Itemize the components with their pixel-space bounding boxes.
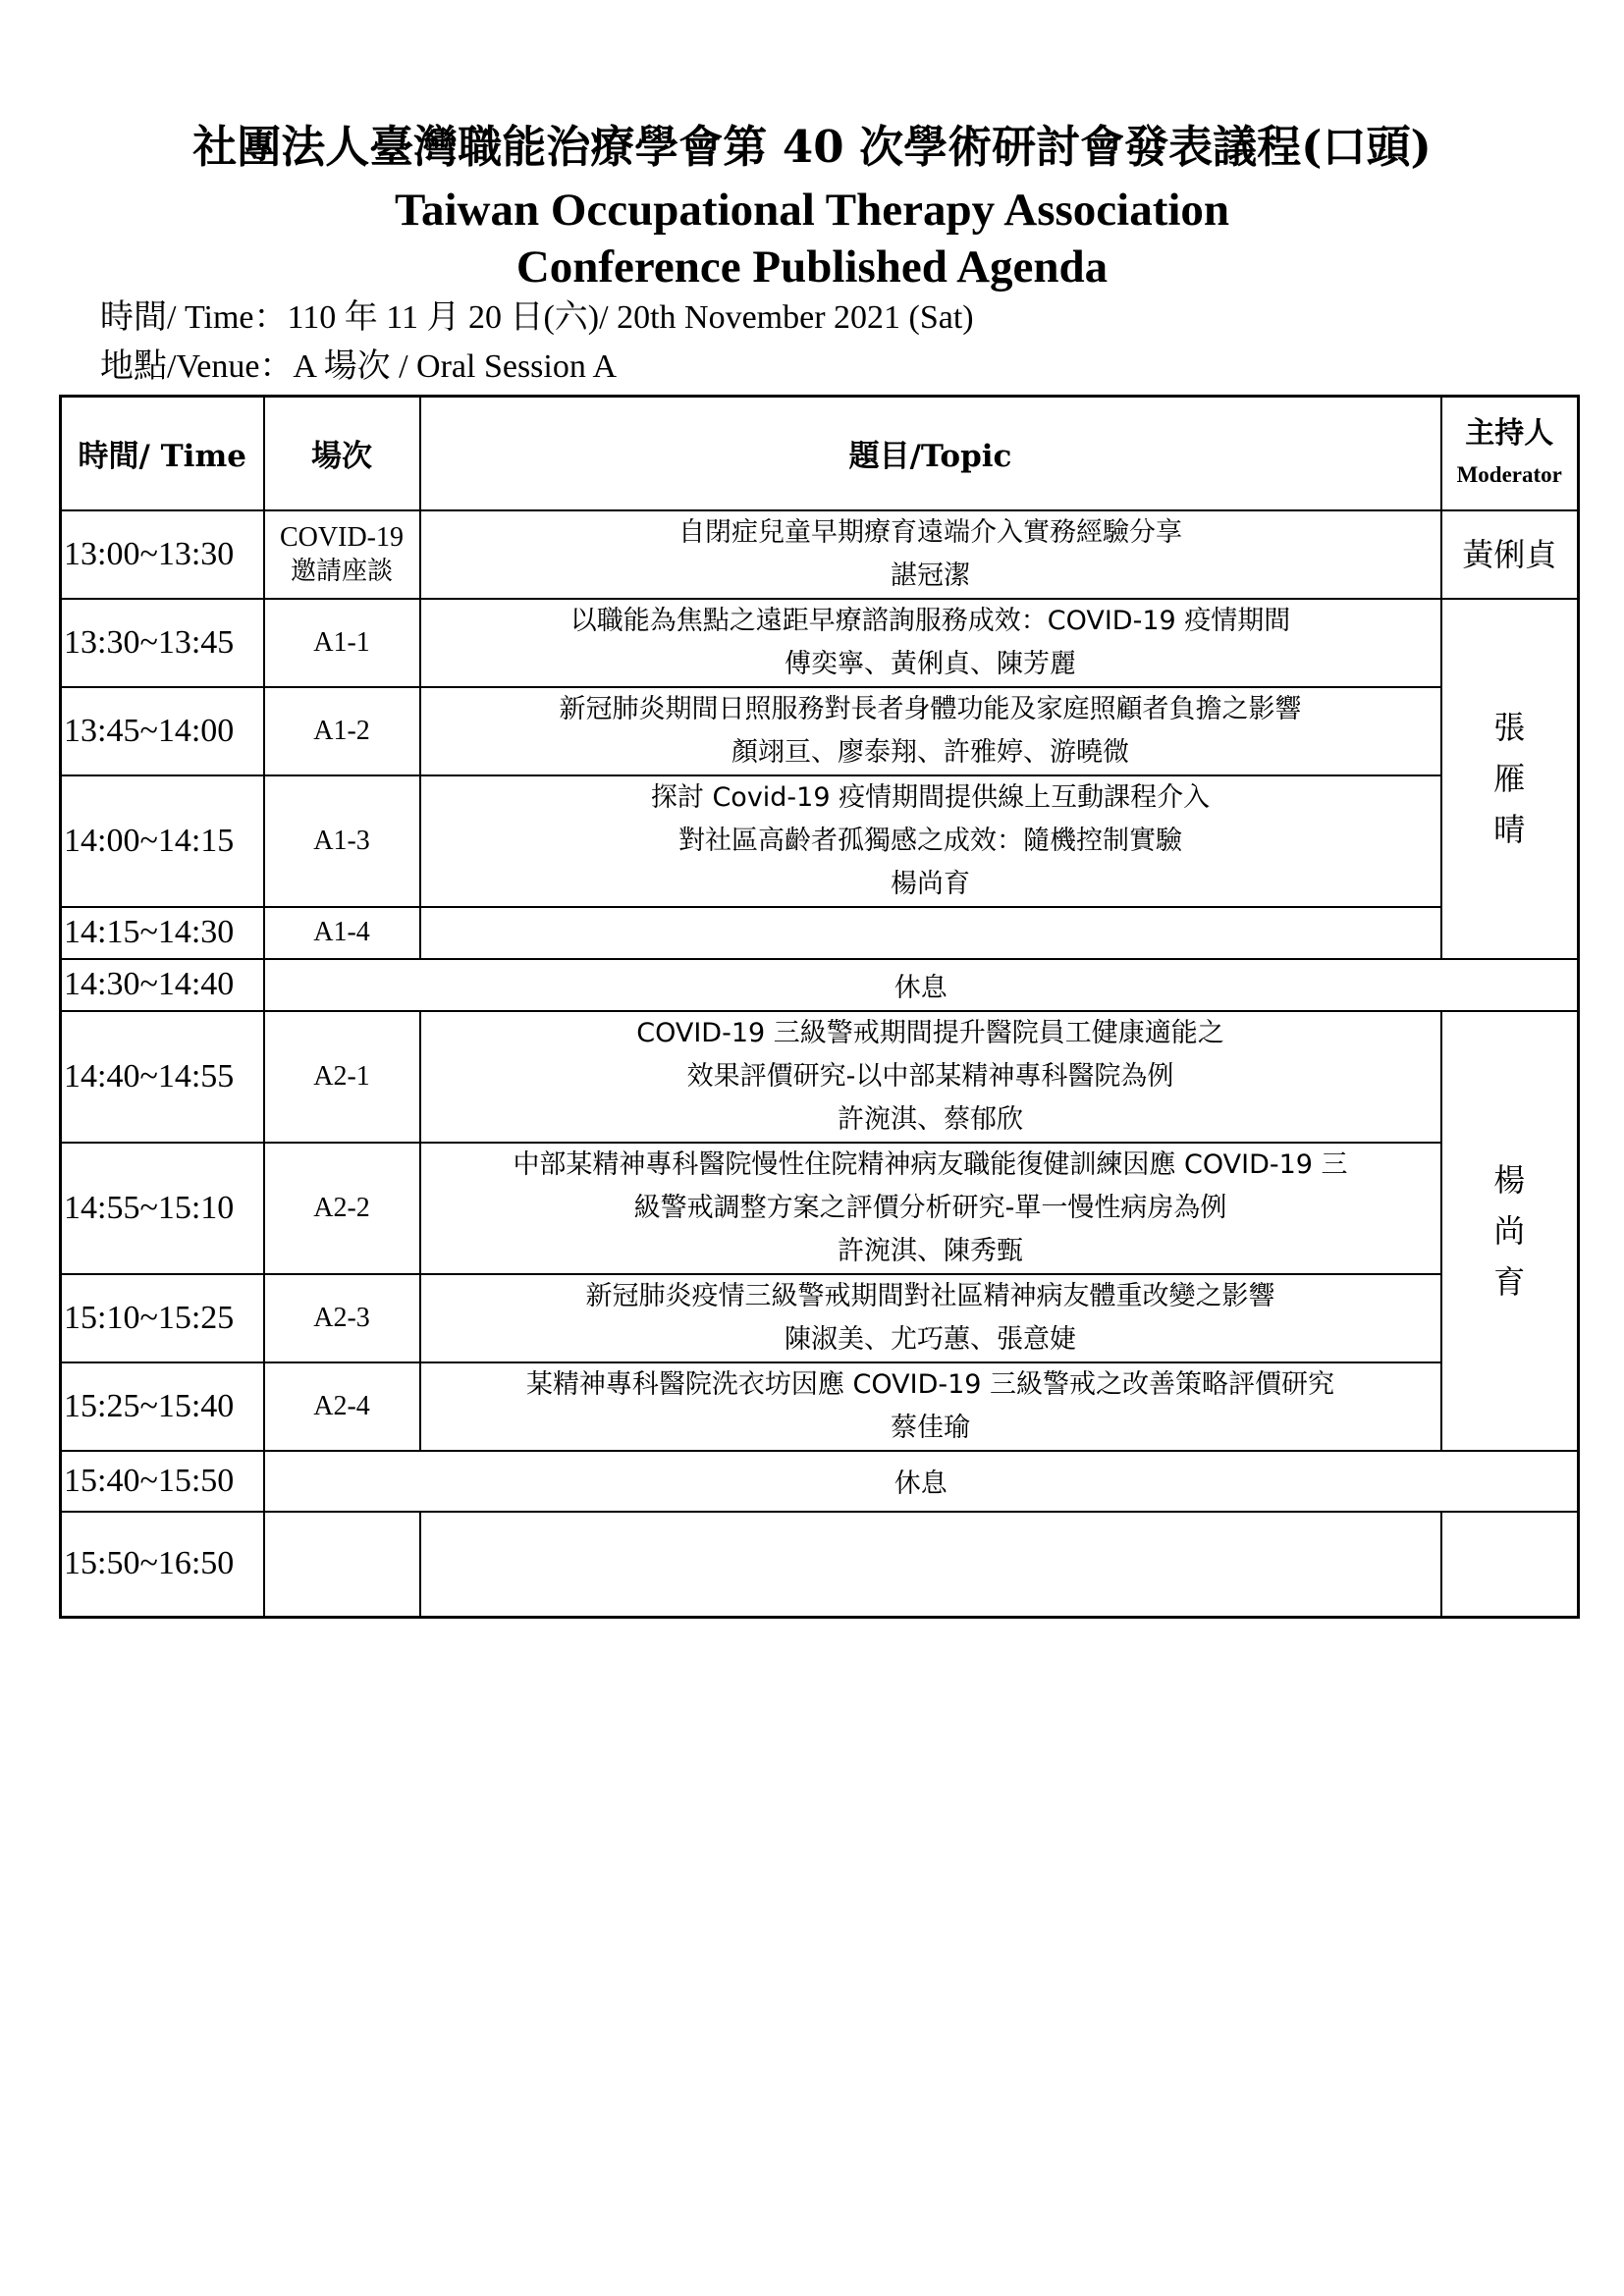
- agenda-title-en-line1: Taiwan Occupational Therapy Association: [394, 185, 1230, 236]
- table-row-break: [61, 959, 1579, 1011]
- table-row-break: [61, 1451, 1579, 1512]
- agenda-title-en-line2: Conference Published Agenda: [515, 241, 1109, 293]
- row-session: A2-4: [264, 1362, 420, 1451]
- row-time: 14:40~14:55: [61, 1011, 264, 1143]
- row-topic: [420, 1512, 1441, 1618]
- table-header-row: [61, 397, 1579, 510]
- row-topic: 以職能為焦點之遠距早療諮詢服務成效：COVID-19 疫情期間 傅奕寧、黃俐貞、陳芳麗: [420, 599, 1441, 687]
- conference-time: 時間/ Time：110 年 11 月 20 日(六)/ 20th November 2021 (Sat): [100, 299, 974, 336]
- row-moderator: [1441, 1512, 1579, 1618]
- table-row: [61, 1011, 1579, 1143]
- row-time: 14:55~15:10: [61, 1143, 264, 1274]
- row-topic: 自閉症兒童早期療育遠端介入實務經驗分享 諶冠潔: [420, 510, 1441, 599]
- row-session: COVID-19 邀請座談: [264, 510, 420, 599]
- table-row: [61, 775, 1579, 907]
- row-time: 15:10~15:25: [61, 1274, 264, 1362]
- table-row: [61, 907, 1579, 959]
- row-moderator: 黃俐貞: [1441, 510, 1579, 599]
- row-time: 15:50~16:50: [61, 1512, 264, 1618]
- row-topic: 新冠肺炎期間日照服務對長者身體功能及家庭照顧者負擔之影響 顏翊亘、廖泰翔、許雅婷、游曉微: [420, 687, 1441, 775]
- row-session: A1-3: [264, 775, 420, 907]
- row-topic: COVID-19 三級警戒期間提升醫院員工健康適能之 效果評價研究-以中部某精神專科醫院為例 許涴淇、蔡郁欣: [420, 1011, 1441, 1143]
- conference-venue: 地點/Venue：A 場次 / Oral Session A: [100, 348, 618, 385]
- break-label: 休息: [264, 959, 1579, 1011]
- break-label: 休息: [264, 1451, 1579, 1512]
- table-row: [61, 1512, 1579, 1618]
- row-topic: 某精神專科醫院洗衣坊因應 COVID-19 三級警戒之改善策略評價研究 蔡佳瑜: [420, 1362, 1441, 1451]
- row-session: A2-1: [264, 1011, 420, 1143]
- row-topic: 新冠肺炎疫情三級警戒期間對社區精神病友體重改變之影響 陳淑美、尤巧蕙、張意婕: [420, 1274, 1441, 1362]
- table-row: [61, 1274, 1579, 1362]
- row-session: A2-3: [264, 1274, 420, 1362]
- moderator-block-1: 張 雁 晴: [1441, 599, 1579, 959]
- row-time: 13:45~14:00: [61, 687, 264, 775]
- table-row: [61, 687, 1579, 775]
- table-row: [61, 1143, 1579, 1274]
- row-topic: [420, 907, 1441, 959]
- table-row: [61, 1362, 1579, 1451]
- row-time: 14:00~14:15: [61, 775, 264, 907]
- row-time: 14:15~14:30: [61, 907, 264, 959]
- table-row: [61, 510, 1579, 599]
- row-topic: 中部某精神專科醫院慢性住院精神病友職能復健訓練因應 COVID-19 三 級警戒調整方案之評價分析研究-單一慢性病房為例 許涴淇、陳秀甄: [420, 1143, 1441, 1274]
- row-session: A1-4: [264, 907, 420, 959]
- row-time: 13:30~13:45: [61, 599, 264, 687]
- agenda-title-zh: 社團法人臺灣職能治療學會第 40 次學術研討會發表議程(口頭): [192, 121, 1432, 173]
- row-time: 14:30~14:40: [61, 959, 264, 1011]
- header-session: 場次: [264, 397, 420, 510]
- row-session: A1-1: [264, 599, 420, 687]
- row-time: 15:40~15:50: [61, 1451, 264, 1512]
- moderator-block-2: 楊 尚 育: [1441, 1011, 1579, 1451]
- row-session: [264, 1512, 420, 1618]
- agenda-table: [59, 395, 1580, 1619]
- row-time: 15:25~15:40: [61, 1362, 264, 1451]
- row-session: A1-2: [264, 687, 420, 775]
- table-row: [61, 599, 1579, 687]
- row-time: 13:00~13:30: [61, 510, 264, 599]
- row-topic: 探討 Covid-19 疫情期間提供線上互動課程介入 對社區高齡者孤獨感之成效：隨機控制實驗 楊尚育: [420, 775, 1441, 907]
- header-moderator: 主持人 Moderator: [1441, 397, 1579, 510]
- row-session: A2-2: [264, 1143, 420, 1274]
- header-topic: 題目/Topic: [420, 397, 1441, 510]
- header-time: 時間/ Time: [61, 397, 264, 510]
